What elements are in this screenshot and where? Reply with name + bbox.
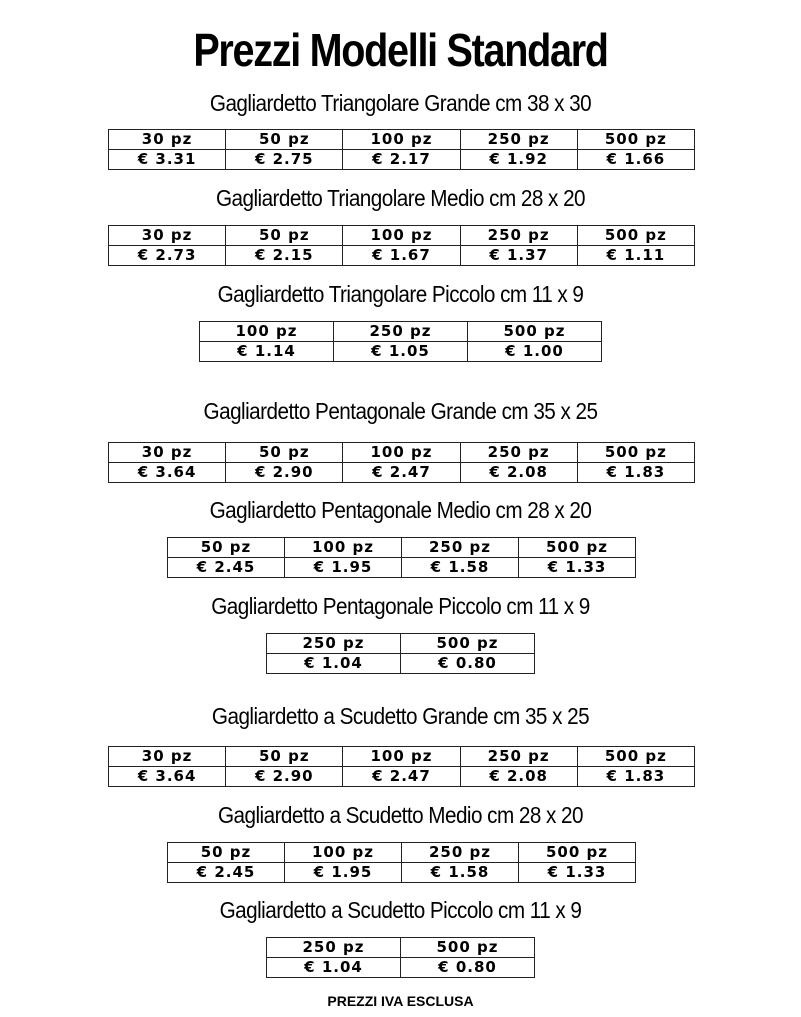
price-cell: € 1.00 [468, 342, 602, 362]
quantity-cell: 30 pz [109, 130, 226, 150]
price-table-triangolare-medio [108, 225, 695, 266]
quantity-row [109, 226, 695, 246]
quantity-cell: 500 pz [577, 747, 694, 767]
price-cell: € 1.33 [519, 558, 636, 578]
price-cell: € 1.95 [285, 558, 402, 578]
quantity-cell: 500 pz [401, 634, 535, 654]
price-cell: € 2.17 [343, 150, 460, 170]
section-heading-scudetto-grande: Gagliardetto a Scudetto Grande cm 35 x 25 [211, 703, 590, 729]
price-table-scudetto-grande [108, 746, 695, 787]
price-cell: € 1.67 [343, 246, 460, 266]
quantity-cell: 100 pz [285, 843, 402, 863]
price-table-pentagonale-grande [108, 442, 695, 483]
price-cell: € 1.37 [460, 246, 577, 266]
price-cell: € 1.83 [577, 463, 694, 483]
quantity-cell: 500 pz [519, 538, 636, 558]
quantity-cell: 100 pz [200, 322, 334, 342]
price-cell: € 2.08 [460, 463, 577, 483]
section-heading-pentagonale-medio: Gagliardetto Pentagonale Medio cm 28 x 20 [209, 497, 592, 523]
price-row [168, 863, 636, 883]
price-row [168, 558, 636, 578]
quantity-cell: 250 pz [267, 938, 401, 958]
price-cell: € 2.45 [168, 863, 285, 883]
quantity-cell: 100 pz [343, 747, 460, 767]
quantity-cell: 250 pz [402, 843, 519, 863]
price-table-scudetto-medio [167, 842, 636, 883]
price-row [109, 767, 695, 787]
price-table-scudetto-piccolo [266, 937, 535, 978]
price-cell: € 2.73 [109, 246, 226, 266]
price-cell: € 0.80 [401, 654, 535, 674]
quantity-row [109, 443, 695, 463]
price-table-pentagonale-medio [167, 537, 636, 578]
quantity-cell: 30 pz [109, 443, 226, 463]
quantity-cell: 250 pz [460, 443, 577, 463]
section-heading-scudetto-medio: Gagliardetto a Scudetto Medio cm 28 x 20 [217, 802, 584, 828]
price-cell: € 2.90 [226, 767, 343, 787]
quantity-cell: 50 pz [226, 226, 343, 246]
vat-footnote: PREZZI IVA ESCLUSA [327, 993, 474, 1009]
price-cell: € 2.08 [460, 767, 577, 787]
page-title: Prezzi Modelli Standard [193, 24, 608, 76]
price-row [200, 342, 602, 362]
quantity-row [109, 130, 695, 150]
section-heading-scudetto-piccolo: Gagliardetto a Scudetto Piccolo cm 11 x 9 [219, 897, 582, 923]
price-cell: € 1.04 [267, 958, 401, 978]
quantity-row [109, 747, 695, 767]
price-cell: € 1.66 [577, 150, 694, 170]
price-cell: € 0.80 [401, 958, 535, 978]
price-cell: € 3.64 [109, 463, 226, 483]
quantity-cell: 50 pz [226, 747, 343, 767]
quantity-cell: 30 pz [109, 747, 226, 767]
quantity-cell: 500 pz [577, 226, 694, 246]
quantity-cell: 50 pz [168, 843, 285, 863]
quantity-cell: 250 pz [334, 322, 468, 342]
price-cell: € 1.58 [402, 863, 519, 883]
quantity-cell: 250 pz [460, 747, 577, 767]
quantity-cell: 250 pz [460, 130, 577, 150]
quantity-row [168, 843, 636, 863]
section-heading-triangolare-medio: Gagliardetto Triangolare Medio cm 28 x 20 [215, 185, 586, 211]
quantity-row [200, 322, 602, 342]
price-row [109, 463, 695, 483]
quantity-cell: 250 pz [460, 226, 577, 246]
quantity-cell: 100 pz [285, 538, 402, 558]
quantity-cell: 500 pz [468, 322, 602, 342]
price-cell: € 1.14 [200, 342, 334, 362]
price-cell: € 1.92 [460, 150, 577, 170]
price-table-triangolare-piccolo [199, 321, 602, 362]
price-cell: € 1.11 [577, 246, 694, 266]
quantity-cell: 500 pz [401, 938, 535, 958]
price-cell: € 1.05 [334, 342, 468, 362]
quantity-cell: 30 pz [109, 226, 226, 246]
section-heading-triangolare-grande: Gagliardetto Triangolare Grande cm 38 x 30 [209, 90, 592, 116]
price-cell: € 1.04 [267, 654, 401, 674]
price-cell: € 1.58 [402, 558, 519, 578]
quantity-cell: 500 pz [519, 843, 636, 863]
price-cell: € 2.45 [168, 558, 285, 578]
section-heading-pentagonale-grande: Gagliardetto Pentagonale Grande cm 35 x 25 [203, 398, 598, 424]
quantity-row [267, 634, 535, 654]
quantity-cell: 50 pz [168, 538, 285, 558]
quantity-cell: 100 pz [343, 226, 460, 246]
price-table-triangolare-grande [108, 129, 695, 170]
section-heading-pentagonale-piccolo: Gagliardetto Pentagonale Piccolo cm 11 x 9 [211, 593, 590, 619]
quantity-cell: 500 pz [577, 130, 694, 150]
section-heading-triangolare-piccolo: Gagliardetto Triangolare Piccolo cm 11 x 9 [217, 281, 584, 307]
price-cell: € 1.95 [285, 863, 402, 883]
price-cell: € 1.83 [577, 767, 694, 787]
price-cell: € 1.33 [519, 863, 636, 883]
price-row [267, 654, 535, 674]
quantity-cell: 250 pz [267, 634, 401, 654]
price-row [109, 150, 695, 170]
quantity-cell: 100 pz [343, 443, 460, 463]
price-cell: € 2.47 [343, 767, 460, 787]
quantity-cell: 500 pz [577, 443, 694, 463]
price-row [267, 958, 535, 978]
quantity-cell: 50 pz [226, 130, 343, 150]
price-cell: € 2.15 [226, 246, 343, 266]
quantity-cell: 100 pz [343, 130, 460, 150]
price-cell: € 2.75 [226, 150, 343, 170]
quantity-cell: 50 pz [226, 443, 343, 463]
price-cell: € 3.64 [109, 767, 226, 787]
quantity-row [168, 538, 636, 558]
price-cell: € 3.31 [109, 150, 226, 170]
price-cell: € 2.90 [226, 463, 343, 483]
quantity-cell: 250 pz [402, 538, 519, 558]
quantity-row [267, 938, 535, 958]
price-table-pentagonale-piccolo [266, 633, 535, 674]
price-row [109, 246, 695, 266]
price-cell: € 2.47 [343, 463, 460, 483]
